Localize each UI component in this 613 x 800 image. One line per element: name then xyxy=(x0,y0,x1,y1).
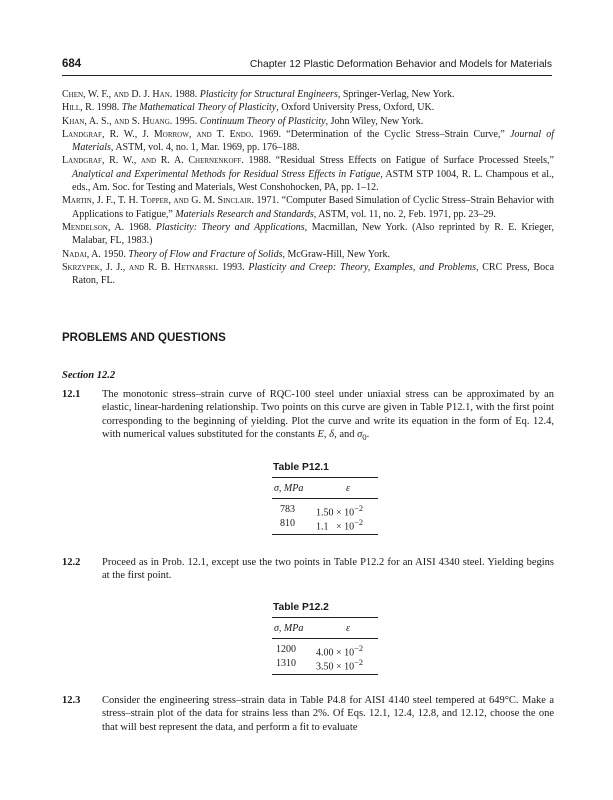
table-bottom-rule xyxy=(272,534,378,535)
reference-entry xyxy=(62,88,554,101)
reference-details: , ASTM STP 1004, R. L. Champous et al., eds., Am. Soc. for Testing and Materials, West Conshohocken, PA, pp. 1–12. xyxy=(72,168,554,194)
reference-year: 1950. xyxy=(103,248,126,260)
table-cell xyxy=(316,518,363,532)
reference-authors: Landgraf, R. W., and R. A. Chernenkoff. xyxy=(62,155,244,167)
reference-year: 1968. xyxy=(128,221,152,233)
reference-title: Materials Research and Standards xyxy=(175,208,314,220)
reference-details: , ASTM, vol. 4, no. 1, Mar. 1969, pp. 176–188. xyxy=(110,142,300,154)
reference-entry xyxy=(62,248,554,261)
reference-authors: Mendelson, A. xyxy=(62,221,125,233)
table-cell-exponent: −2 xyxy=(354,518,364,527)
problem-12-3 xyxy=(62,694,554,734)
constant-sigma-subscript: 0 xyxy=(362,432,367,443)
table-cell xyxy=(316,504,363,518)
reference-entry xyxy=(62,221,554,248)
reference-article-title: “Computer Based Simulation of Cyclic Stress–Strain Behavior with Applications to Fatigue,” xyxy=(72,195,555,220)
reference-title: Analytical and Experimental Methods for Residual Stress Effects in Fatigue xyxy=(72,168,381,180)
reference-details: , Macmillan, New York. (Also reprinted by R. E. Krieger, Malabar, FL, 1983.) xyxy=(72,221,554,247)
problem-number: 12.1 xyxy=(62,389,81,400)
table-cell-exponent: −2 xyxy=(354,504,364,513)
constant-separator: , xyxy=(323,429,330,441)
reference-details: , Springer-Verlag, New York. xyxy=(337,89,455,100)
problem-number: 12.2 xyxy=(62,557,81,568)
column-header-stress xyxy=(274,483,303,494)
constant-delta: δ xyxy=(329,429,335,441)
running-header xyxy=(62,57,552,76)
reference-title: Plasticity: Theory and Applications xyxy=(155,221,305,233)
table-cell-exponent: −2 xyxy=(354,644,364,653)
table-cell xyxy=(316,658,363,672)
reference-title: Continuum Theory of Plasticity xyxy=(199,115,326,127)
table-cell xyxy=(316,644,363,658)
reference-entry xyxy=(62,101,554,114)
reference-title: Theory of Flow and Fracture of Solids xyxy=(128,248,283,260)
reference-authors: Chen, W. F., and D. J. Han. xyxy=(62,89,173,100)
problem-text: Consider the engineering stress–strain data in Table P4.8 for AISI 4140 steel tempered at 649°C. Make a stress–strain plot of the data for strains less than 2%. Of Eqs. 12.1, 12.4, 12.8, and 12.12, choose the one that will best represent the data, and perform a fit to evaluate xyxy=(102,695,554,733)
constant-e: E xyxy=(317,429,324,441)
reference-entry xyxy=(62,128,554,155)
table-cell-mantissa: 4.00 × 10 xyxy=(316,647,355,659)
table-cell-exponent: −2 xyxy=(354,658,364,667)
column-header-stress-text: σ, MPa xyxy=(274,483,304,494)
reference-details: , CRC Press, Boca Raton, FL. xyxy=(72,261,555,287)
reference-year: 1988. xyxy=(174,89,198,100)
reference-details: , ASTM, vol. 11, no. 2, Feb. 1971, pp. 23–29. xyxy=(313,208,496,220)
column-header-strain xyxy=(346,483,350,494)
problem-12-2 xyxy=(62,556,554,583)
problem-body-end: . xyxy=(366,429,370,441)
table-cell: 1200 xyxy=(276,644,296,655)
reference-entry xyxy=(62,261,554,288)
reference-year: 1995. xyxy=(174,115,198,127)
reference-entry xyxy=(62,154,554,194)
problem-body: The monotonic stress–strain curve of RQC-100 steel under uniaxial stress can be approximated by an elastic, linear-hardening relationship. Two points on this curve are given in Table P12.1, with the first point corresponding to the beginning of yielding. Plot the curve and write its equation in the form of Eq. 12.4, with numerical values substituted for the constants xyxy=(102,389,554,441)
reference-article-title: “Residual Stress Effects on Fatigue of Surface Processed Steels,” xyxy=(275,155,554,167)
constant-separator: , and xyxy=(334,429,358,441)
problem-12-1 xyxy=(62,388,554,445)
page-number: 684 xyxy=(62,58,82,70)
reference-authors: Skrzypek, J. J., and R. B. Hetnarski. xyxy=(62,261,219,273)
reference-details: , John Wiley, New York. xyxy=(325,115,424,127)
reference-entry xyxy=(62,115,554,128)
reference-details: , Oxford University Press, Oxford, UK. xyxy=(276,102,435,114)
table-cell: 810 xyxy=(280,518,295,529)
column-header-stress-text: σ, MPa xyxy=(274,623,304,634)
problem-text xyxy=(102,388,554,445)
reference-title: Plasticity for Structural Engineers xyxy=(199,89,338,100)
reference-year: 1969. xyxy=(258,128,282,140)
reference-year: 1998. xyxy=(96,102,120,114)
reference-authors: Martin, J. F., T. H. Topper, and G. M. Sinclair. xyxy=(62,195,254,207)
column-header-stress xyxy=(274,623,303,634)
reference-year: 1993. xyxy=(222,261,245,273)
reference-entry xyxy=(62,194,554,221)
column-header-strain-text: ε xyxy=(346,483,350,494)
reference-title: Journal of Materials xyxy=(72,128,555,154)
running-title: Chapter 12 Plastic Deformation Behavior and Models for Materials xyxy=(249,59,552,70)
column-header-strain-text: ε xyxy=(346,623,350,634)
reference-title: The Mathematical Theory of Plasticity xyxy=(121,102,277,114)
column-header-strain xyxy=(346,623,350,634)
reference-title: Plasticity and Creep: Theory, Examples, and Problems xyxy=(248,261,476,273)
problems-heading: PROBLEMS AND QUESTIONS xyxy=(62,332,226,344)
reference-article-title: “Determination of the Cyclic Stress–Strain Curve,” xyxy=(286,128,510,140)
table-cell: 783 xyxy=(280,504,295,515)
reference-year: 1988. xyxy=(248,155,271,167)
table-cell-mantissa: 1.50 × 10 xyxy=(316,507,355,519)
section-label: Section 12.2 xyxy=(62,370,116,381)
problem-number: 12.3 xyxy=(62,695,81,706)
table-cell-mantissa: 1.1 × 10 xyxy=(316,521,355,533)
table-cell-mantissa: 3.50 × 10 xyxy=(316,661,355,673)
table-header-rule xyxy=(272,638,378,639)
reference-details: , McGraw-Hill, New York. xyxy=(282,248,390,260)
table-top-rule xyxy=(272,477,378,478)
reference-authors: Landgraf, R. W., J. Morrow, and T. Endo. xyxy=(62,128,254,140)
table-header-rule xyxy=(272,498,378,499)
reference-list xyxy=(62,88,554,287)
reference-year: 1971. xyxy=(256,195,280,207)
problem-text: Proceed as in Prob. 12.1, except use the two points in Table P12.2 for an AISI 4340 steel. Yielding begins at the first point. xyxy=(102,557,554,582)
table-cell: 1310 xyxy=(276,658,296,669)
table-caption: Table P12.1 xyxy=(273,462,329,473)
constant-sigma: σ xyxy=(357,429,363,441)
reference-authors: Khan, A. S., and S. Huang. xyxy=(62,115,173,127)
table-top-rule xyxy=(272,617,378,618)
table-bottom-rule xyxy=(272,674,378,675)
table-caption: Table P12.2 xyxy=(273,602,329,613)
reference-authors: Nadai, A. xyxy=(62,248,101,260)
reference-authors: Hill, R. xyxy=(62,102,95,114)
